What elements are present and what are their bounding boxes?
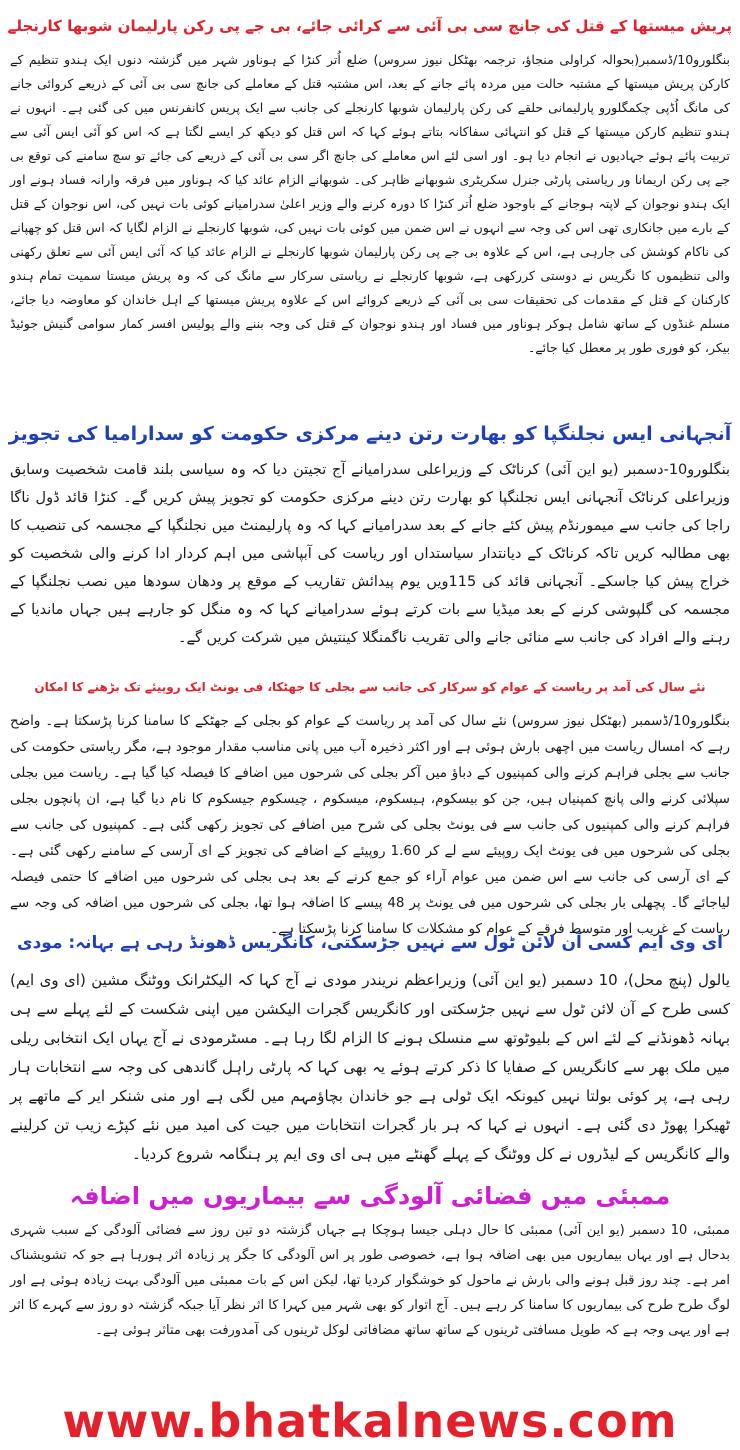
article-body <box>8 1218 732 1366</box>
article-3 <box>8 666 732 944</box>
article-4 <box>8 920 732 1172</box>
article-paragraph: ممبئی، 10 دسمبر (یو این آئی) ممبئی کا حال دہلی جیسا ہوچکا ہے جہاں گزشتہ دو تین روز سے فضائی آلودگی کے سبب شہری بدحال ہے اور یہاں بیماریوں میں بھی اضافہ ہوا ہے، خصوصی طور پر اس آلودگی کا جگر پر زیادہ اثر ہورہا ہے جو کہ تشویشناک امر ہے۔ چند روز قبل ہونے والی بارش نے ماحول کو خوشگوار کردیا تھا، لیکن اس کے بات ممبئی میں آلودگی بہت زیادہ ہوئی ہے اور لوگ طرح طرح کی بیماریوں کا سامنا کر رہے ہیں۔ آج اتوار کو بھی شہر میں کہرا کا اثر نظر آیا جبکہ گزشتہ دو روز سے کہرے کا اثر ہے اور یہی وجہ ہے کہ طویل مسافتی ٹرینوں کے ساتھ ساتھ مضافاتی لوکل ٹرینوں کی آمدورفت بھی متاثر ہوئی ہے۔ <box>10 1223 730 1338</box>
article-paragraph: بنگلورو10/ڈسمبر (بھٹکل نیوز سروس) نئے سال کی آمد پر ریاست کے عوام کو بجلی کے جھٹکے کا سامنا کرنا پڑسکتا ہے۔ واضح رہے کہ امسال ریاست میں اچھی بارش ہوئی ہے اور اکثر ذخیرہ آب میں پانی مناسب مقدار موجود ہے، مگر ریاستی حکومت کی جانب سے بجلی فراہم کرنے والی کمپنیوں کے دباؤ میں آکر بجلی کی شرحوں میں اضافے کا فیصلہ کیا گیا ہے۔ ریاست میں بجلی سپلائی کرنے والی پانچ کمپنیاں ہیں، جن کو بیسکوم، ہیسکوم، میسکوم ، چیسکوم جیسکوم کا نام دیا گیا ہے، ان پانچوں بجلی فراہم کرنے والی کمپنیوں کی جانب سے فی یونٹ بجلی کی شرح میں اضافے کی تجویز رکھی گئی ہے۔ کمپنیوں کی جانب سے بجلی کی شرحوں میں فی یونٹ ایک روپیئے سے لے کر 1.60 روپیئے کے اضافے کی تجویز کے ای آرسی کے سامنے رکھی گئی ہے۔ کے ای آرسی کی جانب سے اس ضمن میں عوام آراء کو جمع کرنے کے بعد ہی بجلی کی شرحوں میں اضافے کا حتمی فیصلہ لیاجائے گا۔ پچھلی بار بجلی کی شرحوں میں فی یونٹ پر 48 پیسے کا اضافہ ہوا تھا، بجلی کی شرحوں میں اضافہ کی وجہ سے ریاست کے غریب اور متوسط فرقے کے عوام کو مشکلات کا سامنا کرنا پڑسکتا ہے۔ <box>10 713 731 937</box>
article-paragraph: بنگلورو10/ڈسمبر(بحوالہ کراولی منجاؤ، ترجمہ بھٹکل نیوز سروس) ضلع اُتر کنڑا کے ہوناور شہر میں گزشتہ دنوں ایک ہندو تنظیم کے کارکن پریش میستھا کے مشتبہ حالت میں مردہ پائے جانے کے بعد، اس مشتبہ قتل کے معاملے کی جانچ سی بی آئی کے ذریعے کروائی جانے کی مانگ اُڈپی چکمگلورو پارلیمانی حلقے کی رکن پارلیمان شوبھا کارنجلے کی جانب سے ایک پریس کانفرنس میں کی گئی ہے۔ انہوں نے ہندو تنظیم کارکن میستھا کے قتل کو انتہائی سفاکانہ بتاتے ہوئے کہا کہ اس قتل کو دیکھ کر ایسے لگتا ہے کہ اس کو آئی ایس آئی سے تربیت پائے ہوئے جہادیوں نے انجام دیا ہو۔ اور اسی لئے اس معاملے کی جانچ اگر سی بی آئی کے ذریعے کی جائے تو سچ سامنے کی توقع بی جے پی رکن اریمانا ور ریاستی پارٹی جنرل سکریٹری شوبھانے ظاہر کی۔ شوبھانے الزام عائد کیا کہ ہوناور میں فرقہ وارانہ فساد ہونے اور ایک ہندو نوجوان کے لاپتہ ہوجانے کے باوجود ضلع اُتر کنڑا کا دورہ کرنے والے وزیر اعلیٰ سدرامیانے کوئی بات نہیں کی، اس نوجوان کے قتل کے بارے میں جانکاری تھی اس کی وجہ سے انہوں نے اس ضمن میں کوئی بات نہیں کی، شوبھا کارنجلے نے الزام لگایا کہ اس قتل کو چھپانے کی ناکام کوشش کی جارہی ہے، اس کے علاوہ بی جے پی رکن پارلیمان شوبھا کارنجلے نے الزام عائد کیا کہ آئی ایس آئی سے تعلق رکھنی والی تنظیموں کا نگریس نے دوستی کررکھی ہے، شوبھا کارنجلے نے ریاستی سرکار سے مانگ کی کہ وہ پریش میستا سمیت تمام ہندو کارکنان کے قتل کے مقدمات کی تحقیقات سی بی آئی کے ذریعے کروائے اس کے علاوہ پریش میستھا کے اہل خاندان کو معاوضہ دیا جائے، مسلم غنڈوں کے ساتھ شامل ہوکر ہوناور میں فساد اور ہندو نوجوان کے قتل کی وجہ بننے والے پولیس افسر کمار سوامی گنیش جوئیڈ بیکر، کو فوری طور پر معطل کیا جائے۔ <box>10 52 730 355</box>
article-headline: ای وی ایم کسی آن لائن ٹول سے نہیں جڑسکتی، کانگریس ڈھونڈ رہی ہے بہانہ: مودی <box>17 933 723 953</box>
article-body <box>8 456 732 664</box>
article-1 <box>8 4 732 368</box>
article-5 <box>8 1174 732 1366</box>
article-2 <box>8 412 732 664</box>
article-headline: پریش میستھا کے قتل کی جانچ سی بی آئی سے کرائی جائے، بی جے پی رکن پارلیمان شوبھا کارنجلے <box>8 17 732 35</box>
article-headline: ممبئی میں فضائی آلودگی سے بیماریوں میں اضافہ <box>69 1182 671 1210</box>
article-paragraph: یالول (پنچ محل)، 10 دسمبر (یو این آئی) وزیراعظم نریندر مودی نے آج کہا کہ الیکٹرانک ووٹنگ مشین (ای وی ایم) کسی طرح کے آن لائن ٹول سے نہیں جڑسکتی اور کانگریس گجرات الیکشن میں اپنی شکست کے لئے پہلے سے ہی بہانہ ڈھونڈنے کے لئے اس کے بلیوٹوتھ سے منسلک ہونے کا الزام لگا رہا ہے۔ مسٹرمودی نے آج یہاں ایک انتخابی ریلی میں ملک بھر سے کانگریس کے صفایا کا ذکر کرتے ہوئے یہ بھی کہا کہ پارٹی راہل گاندھی کی وجہ سے انتخابات ہار رہی ہے، پر کوئی بولتا نہیں کیونکہ ایک ٹولی ہے جو خاندان بچاؤمہم میں لگی ہے اور منی شنکر ایر کے ماتھے پر ٹھیکرا پھوڑ دی گئی ہے۔ انہوں نے کہا کہ ہر بار گجرات انتخابات میں جیت کی امید میں نئے کپڑے زیب تن کرلینے والے کانگریس کے لیڈروں نے کل ووٹنگ کے پہلے گھنٹے میں ہی ای وی ایم پر ہنگامہ شروع کردیا۔ <box>10 971 730 1163</box>
article-body <box>8 966 732 1172</box>
article-headline: نئے سال کی آمد پر ریاست کے عوام کو سرکار کی جانب سے بجلی کا جھٹکا، فی یونٹ ایک روپیئے تک بڑھنے کا امکان <box>34 680 706 694</box>
website-banner: www.bhatkalnews.com <box>62 1394 678 1448</box>
article-body <box>8 48 732 368</box>
article-paragraph: بنگلورو10-دسمبر (یو این آئی) کرناٹک کے وزیراعلی سدرامیانے آج تجیتن دیا کہ وہ سیاسی بلند قامت شخصیت وسابق وزیراعلی کرناٹک آنجہانی ایس نجلنگپا کو بھارت رتن دینے مرکزی حکومت کو تجویز پیش کریں گے۔ کنڑا قائد ڈول ناگا راجا کی جانب سے میمورنڈم پیش کئے جانے کے بعد سدرامیانے کہا کہ وہ پارلیمنٹ میں نجلنگپا کے مجسمہ کی تنصیب کا بھی مطالبہ کریں تاکہ کرناٹک کے دیانتدار سیاستداں اور ریاست کی آبپاشی میں اہم کردار ادا کرنے والی شخصیت کو خراج پیش کیا جاسکے۔ آنجہانی قائد کی 115ویں یوم پیدائش تقاریب کے موقع پر ودھان سودھا میں نصب نجلنگپا کے مجسمہ کی گلپوشی کرنے کے بعد میڈیا سے بات کرتے ہوئے سدرامیانے کہا کہ وہ منگل کو جارہے ہیں جہاں ماندیا کے رہنے والے افراد کی جانب سے منائی جانے والی تقریب ناگمنگلا کینتیش میں شرکت کریں گے۔ <box>10 462 730 646</box>
article-headline: آنجہانی ایس نجلنگپا کو بھارت رتن دینے مرکزی حکومت کو سدارامیا کی تجویز <box>8 423 732 445</box>
article-body <box>8 708 732 944</box>
